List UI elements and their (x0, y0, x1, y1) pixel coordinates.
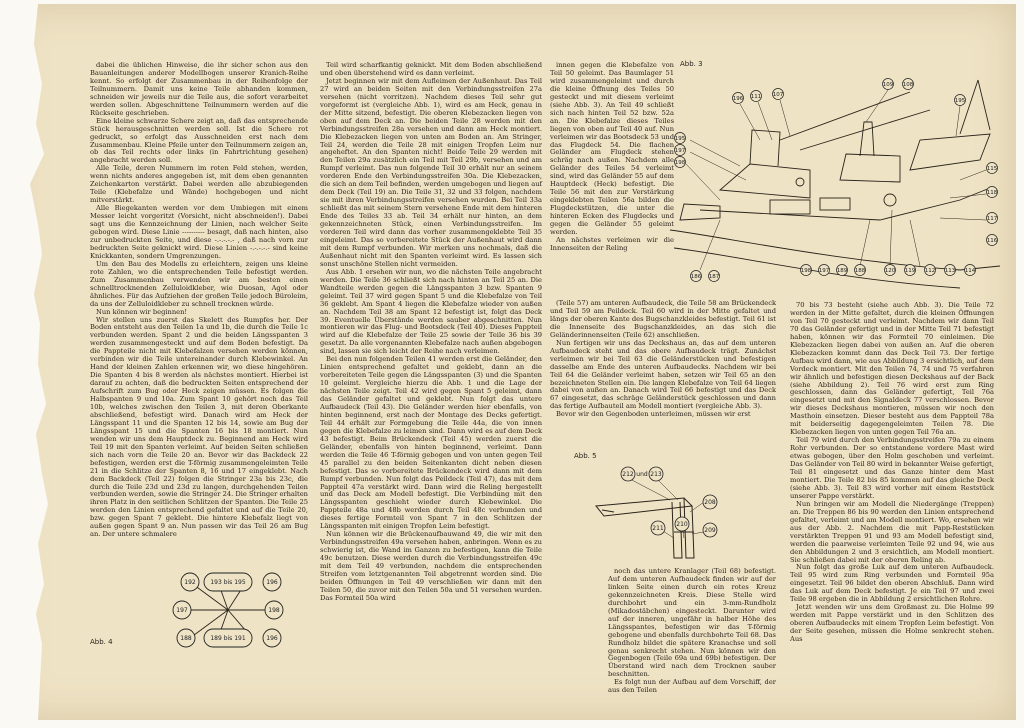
callout: 210 (676, 521, 688, 528)
paragraph: Nun können wir die Brückenaufbauwand 49, die wir mit den Verbindungsstreifen 49a versehen haben, anbringen. Wenn es zu schwierig ist, die Wand im Ganzen zu befestigen, kann die Teile 49c benutzen. Diese werden durch die Verbindungsstreifen 49c mit dem Teil 49 verbunden, nachdem die entsprechenden Streifen vom letztgenannten Teil abgetrennt worden sind. Die beiden Öffnungen in Teil 49 verschließen wir dann mit den Teilen 50, die zuvor mit den Teilen 50a und 51 versehen wurden. Das Formteil 50a wird (320, 530, 542, 602)
callout: 112 (924, 268, 936, 274)
callout: 111 (750, 94, 762, 100)
callout: 198 (800, 268, 812, 274)
figure-4-diagram (168, 570, 298, 650)
callout: 195 (674, 136, 686, 142)
callout: 197 (176, 607, 188, 614)
callout: 212 (622, 471, 634, 478)
paragraph: Wir stellen uns zuerst das Skelett des Rumpfes her. Der Boden entsteht aus den Teilen 1a und 1b, die durch die Teile 1c verbunden werden. Spant 2 und die beiden Längsspanten 3 werden zusammengesteckt und auf dem Boden befestigt. Da die Pappteile nicht mit Klebefalzen versehen werden können, verbinden wir die Teile untereinander durch Klebewinkel. An Hand der kleinen Zahlen erkennen wir, wo diese hingehören. Die Spanten 4 bis 8 werden als nächstes montiert. Hierbei ist darauf zu achten, daß die bedruckten Seiten entsprechend der Aufschrift zum Bug oder Heck zeigen müssen. Es folgen die Halbspanten 9 und 10a. Zum Spant 10 gehört noch das Teil 10b, welches zwischen den Teilen 3, mit deren Oberkante abschließend, befestigt wird. Danach wird am Heck der Längsspant 11 und die Spanten 12 bis 14, sowie am Bug der Längsspant 15 und die Spanten 16 bis 18 montiert. Nun wenden wir uns dem Hauptdeck zu. Beginnend am Heck wird Teil 19 mit den Spanten verleimt. Auf beiden Seiten schließen sich nach vorn die Teile 20 an. Bevor wir das Backdeck 22 befestigen, werden erst die T-förmig zusammengeleimten Teile 21 in die Schlitze der Spanten 8, 16 und 17 eingeklebt. Nach dem Backdeck (Teil 22) folgen die Stringer 23a bis 23c, die durch die Teile 23d und 23d zu langen, durchgehenden Teilen verbunden werden, sowie die Stringer 24. Die Stringer erhalten ihren Platz in den seitlichen Schlitzen der Spanten. Die Teile 25 werden den Linien entsprechend gefaltet und auf die Teile 20, bzw. gegen Spant 7 geklebt. Die hintere Klebefalz liegt von außen gegen Spant 9 an. Nun passen wir das Teil 26 am Bug an. Der untere schmalere (90, 315, 308, 539)
paragraph: Nun folgt das große Luk auf dem unteren Aufbaudeck. Teil 95 wird zum Ring verbunden und Formteil 95a eingesetzt. Teil 96 bildet den oberen Abschluß. Dann wird das Luk auf dem Deck befestigt. Je ein Teil 97 und zwei Teile 98 ergeben die in Abbildung 2 ersichtlichen Rohre. (790, 563, 994, 604)
callout: 192 (184, 579, 196, 586)
callout: 120 (884, 268, 896, 274)
paragraph: Alle Biegekanten werden vor dem Umbiegen mit einem Messer leicht vorgeritzt (Vorsicht, nicht abschneiden!). Dabei sagt uns die Kennzeichnung der Linien, nach welcher Seite gebogen wird. Diese Linie ---------- besagt, daß nach hinten, also zur unbedruckten Seite, und diese -.-.-.-.- , daß nach vorn zur bedruckten Seite geknickt wird. Diese Linien -.-.-.-.- sind keine Knickkanten, sondern Umgrenzungen. (90, 204, 308, 260)
paragraph: Aus Abb. 1 ersehen wir nun, wo die nächsten Teile angebracht werden. Die Teile 36 schließt sich nach hinten an Teil 25 an. Die Wandteile werden gegen die Längsspanten 3 bzw. Spanten 9 geleimt. Teil 37 wird gegen Spant 5 und die Klebefalze von Teil 36 geklebt. Am Spant 4 liegen die Klebefalze wieder von außen an. Nachdem Teil 38 am Spant 12 befestigt ist, folgt das Deck 39. Eventuelle Überstände werden sauber abgeschnitten. Nun montieren wir das Flug- und Bootsdeck (Teil 40). Dieses Pappteil wird auf die Klebefalze der Teile 25 sowie der Teile 36 bis 39 gesetzt. Da alle vorgenannten Klebefalze nach außen abgebogen sind, lassen sie sich leicht der Reihe nach verleimen. (320, 267, 542, 356)
text-column-4 (790, 302, 994, 644)
paragraph: Teil wird scharfkantig geknickt. Mit dem Boden abschließend und oben überstehend wird es dann verleimt. (320, 61, 542, 77)
text-column-3-top (550, 62, 674, 253)
callout: 115 (986, 166, 998, 172)
callout-und: und (636, 471, 648, 478)
callout: 113 (944, 268, 956, 274)
magazine-page (8, 4, 1016, 720)
callout: 119 (904, 268, 916, 274)
figure-3-ship-drawing (660, 70, 1010, 302)
callout: 107 (772, 92, 784, 98)
paragraph: noch das untere Kranlager (Teil 68) befestigt. Auf dem unteren Aufbaudeck finden wir auf der linken Seite einen durch ein rotes Kreuz gekennzeichneten Kreis. Diese Stelle wird durchbohrt und ein 3-mm-Rundholz (Mikadostäbchen) eingesteckt. Darunter wird auf der inneren, ungefähr in halber Höhe des Längsspantes, befestigen wir das T-förmig gebogene und ebenfalls durchbohrte Teil 68. Das Rundholz bildet die spätere Kranachse und soll genau senkrecht stehen. Nun können wir den Gegenbogen (Teile 69a und 69b) befestigen. Der Überstand wird nach dem Trocknen sauber beschnitten. (608, 567, 776, 679)
callout: 208 (704, 499, 716, 506)
callout: 198 (268, 607, 280, 614)
callout: 186 (690, 274, 702, 280)
paragraph: 70 bis 73 besteht (siehe auch Abb. 3). Die Teile 72 werden in der Mitte gefaltet, durch die kleinen Öffnungen von Teil 70 gesteckt und verleimt. Nachdem wir dann Teil 70 das Geländer gefertigt und in der Mitte Teil 71 befestigt haben, können wir das Formteil 70 einleimen. Die Klebezacken liegen dabei von außen an. Auf die oberen Klebezacken kommt dann das Deck Teil 73. Der fertige Aufbau wird dann, wie aus Abbildung 3 ersichtlich, auf dem Vordeck montiert. Mit den Teilen 74, 74 und 75 verfahren wir ähnlich und befestigen diesen Deckshaus auf der Back (siehe Abbildung 2). Teil 76 wird erst zum Ring geschlossen, dann das Geländer gefertigt, Teil 76a eingesetzt und mit den Signaldeck 77 verschlossen. Bevor wir dieses Deckshaus montieren, müssen wir noch den Masthoin einsetzen. Dieser besteht aus dem Pappteil 78a mit beiderseitig dagegengeleimten Teilen 78. Die Klebezacken liegen von unten gegen Teil 76a an. (790, 301, 994, 437)
paragraph: Alle Teile, deren Nummern im roten Feld stehen, werden, wenn nichts anderes angegeben ist, mit dem eben genannten Zeichenkarton verstärkt. Dabei werden alle abzubiegenden Teile (Klebefalze und Wände) hochgebogen und nicht mitverstärkt. (90, 164, 308, 205)
callout: 189 bis 191 (210, 635, 246, 642)
paragraph: Es folgt nun der Aufbau auf dem Vorschiff, der aus den Teilen (608, 678, 776, 695)
callout: 193 bis 195 (210, 579, 246, 586)
paragraph: dabei die üblichen Hinweise, die ihr sicher schon aus den Bauanleitungen anderer Modellbogen unserer Kranich-Reihe kennt. So erfolgt der Zusammenbau in der Reihenfolge der Teilnummern. Damit uns keine Teile abhanden kommen, schneiden wir jeweils nur die Teile aus, die sofort verarbeitet werden sollen. Abgeschnittene Teilnummern werden auf die Rückseite geschrieben. (90, 61, 308, 117)
callout: 195 (954, 98, 966, 104)
text-column-3-bottom (608, 568, 776, 695)
callout: 118 (986, 190, 998, 196)
callout: 209 (704, 527, 716, 534)
figure-3-label: Abb. 3 (680, 60, 703, 68)
paragraph: Jetzt wenden wir uns dem Großmast zu. Die Holme 99 werden mit Pappe verstärkt und in den Schlitzen des oberen Aufbaudecks mit einem Tropfen Leim befestigt. Von der Seite gesehen, müssen die Holme senkrecht stehen. Aus (790, 603, 994, 644)
figure-4-label: Abb. 4 (90, 638, 113, 646)
callout: 117 (986, 216, 998, 222)
paragraph: Teil 79 wird durch den Verbindungsstreifen 79a zu einem Rohr verbunden. Der so entstandene vordere Mast wird etwas gebogen, über den Holm geschoben und verleimt. Das Geländer von Teil 80 wird in bekannter Weise gefertigt, Teil 81 eingesetzt und das Ganze hinter dem Mast montiert. Die Teile 82 bis 85 kommen auf das gleiche Deck (siehe Abb. 3). Teil 83 wird vorher mit einem Reststück unserer Pappe verstärkt. (790, 436, 994, 500)
text-column-1 (90, 62, 308, 539)
paragraph: Nun können wir beginnen! (96, 307, 188, 316)
callout: 108 (902, 82, 914, 88)
paragraph: Um den Bau des Modells zu erleichtern, zeigen uns kleine rote Zahlen, wo die entsprechenden Teile befestigt werden. Zum Zusammenbau verwenden wir am besten einen schnelltrocknenden Zelluloidkleber, wie Duosan, Agol oder ähnliches. Für das Aufziehen der großen Teile jedoch Büroleim, da uns der Zelluloidkleber zu schnell trocknen würde. (90, 259, 308, 308)
paragraph: Nun bringen wir am Modell die Niedergänge (Treppen) an. Die Treppen 86 bis 90 werden den Linien entsprechend gefaltet, verleimt und am Modell montiert. Wo, ersehen wir aus der Abb. 2. Nachdem die mit Papp-Reststücken verstärkten Treppen 91 und 93 am Modell befestigt sind, werden die paarweise verleimten Teile 92 und 94, wie aus den Abbildungen 2 und 3 ersichtlich, am Modell montiert. Sie schließen dabei mit der oberen Reling ab. (790, 499, 994, 564)
text-column-3-middle (550, 300, 776, 419)
callout: 187 (708, 274, 720, 280)
callout: 196 (732, 96, 744, 102)
callout: 114 (964, 268, 976, 274)
callout: 198 (674, 160, 686, 166)
callout: 213 (650, 471, 662, 478)
paragraph: An nächstes verleimen wir die Innenseiten der Reling (550, 235, 674, 252)
callout: 188 (180, 635, 192, 642)
callout: 196 (266, 579, 278, 586)
callout: 189 (836, 268, 848, 274)
paragraph: (Teile 57) am unteren Aufbaudeck, die Teile 58 am Brückendeck und Teil 59 am Peildeck. Teil 60 wird in der Mitte gefaltet und längs der oberen Kante des Bugschanzkleides befestigt. Teil 61 ist die Innenseite des Bugschanzkleides, an das sich die Geländerinnenseiten (Teile 62) anschließen. (550, 299, 776, 339)
paragraph: Nun fertigen wir uns das Deckshaus an, das auf dem unteren Aufbaudeck steht und das obere Aufbaudeck trägt. Zunächst verleimen wir bei Teil 63 die Geländerstücken und befestigen dasselbe am Ende des unteren Aufbaudecks. Nachdem wir bei Teil 64 die Geländer verleimt haben, setzen wir Teil 65 an den bezeichneten Stellen ein. Die langen Klebefalze von Teil 64 liegen dabei von außen an. Danach wird Teil 66 befestigt und das Deck 67 eingesetzt, das schräge Geländerstück geschlossen und dann das fertige Aufbauteil am Modell montiert (vergleiche Abb. 3). (550, 338, 776, 411)
text-column-2 (320, 62, 542, 603)
paragraph: Bevor wir den Gegenboden unterleimen, müssen wir erst (556, 410, 751, 419)
callout: 197 (674, 148, 686, 154)
paragraph: Bei den nun folgenden Teilen 41 werden erst die Geländer, den Linien entsprechend gefaltet und geklebt, dann an die vorbereiteten Teile gegen die Längsspanten (3) und die Spanten 10 geleimt. Vergleiche hierzu die Abb. 1 und die Lage der nächsten Teile zeigt. Teil 42 wird gegen Spant 5 geleimt, dann das Geländer gefaltet und geklebt. Nun folgt das untere Aufbaudeck (Teil 43). Die Geländer werden hier ebenfalls, von hinten beginnend, erst nach der Montage des Decks gefertigt. Teil 44 erhält zur Formgebung die Teile 44a, die von innen gegen die Klebefalze zu leimen sind. Dann wird es auf dem Deck 43 befestigt. Beim Brückendeck (Teil 45) werden zuerst die Geländer, ebenfalls von hinten beginnend, verleimt. Dann werden die Teile 46 T-förmig gebogen und von unten gegen Teil 45 parallel zu den beiden Seitenkanten dicht neben diesen befestigt. Das so vorbereitete Brückendeck wird dann mit dem Rumpf verbunden. Nun folgt das Peildeck (Teil 47), das mit dem Pappteil 47a verstärkt wird. Dann wird die Reling hergestellt und das Deck am Modell befestigt. Die Verbindung mit den Längsspanten geschieht wieder durch Klebewinkel. Die Pappteile 48a und 48b werden durch Teil 48c verbunden und dieses fertige Formteil von Spant 7 in den Schlitzen der Längsspanten mit einigen Tropfen Leim befestigt. (320, 355, 542, 531)
callout: 109 (882, 82, 894, 88)
figure-5-label: Abb. 5 (574, 452, 597, 460)
callout: 211 (652, 525, 664, 532)
paragraph: Jetzt beginnen wir mit dem Aufleimen der Außenhaut. Das Teil 27 wird an beiden Seiten mit den Verbindungsstreifen 27a versehen (nicht vorritzen). Nachdem dieses Teil sehr gut vorgeformt ist (vergleiche Abb. 1), wird es am Heck, genau in der Mitte sitzend, befestigt. Die oberen Klebezacken liegen von oben auf dem Deck an. Die beiden Teile 28 werden mit den Verbindungsstreifen 28a versehen und dann am Heck montiert. Die Klebezacken liegen von unten am Boden an. Am Stringer, Teil 24, werden die Teile 28 mit einigen Tropfen Leim nur angeheftet. An den Spanten nicht! Beide Teile 29 werden mit den Teilen 29a zusätzlich ein Teil mit Teil 29b, versehen und am Rumpf verleimt. Das nun folgende Teil 30 erhält nur an seinem vorderen Ende den Verbindungsstreifen 30a. Die Klebezacken, die sich an dem Teil befinden, werden umgebogen und liegen auf dem Deck (Teil 19) an. Die Teile 31, 32 und 33 folgen, nachdem sie mit ihren Verbindungsstreifen versehen wurden. Bei Teil 33a schließt das mit seinem Stern versehene Ende mit dem hinteren Ende des Teiles 33 ab. Teil 34 erhält nur hinten, an dem gekennzeichneten Stück, einen Verbindungsstreifen. Im vorderen Teil wird dann das vorher zusammengeklebte Teil 35 eingeleimt. Das so vorbereitete Stück der Außenhaut wird dann mit dem Rumpf verbunden. Wir merken uns nochmals, daß die Außenhaut nicht mit den Spanten verleimt wird. Es lassen sich sonst unschöne Stellen nicht vermeiden. (320, 76, 542, 268)
paragraph: innen gegen die Klebefalze von Teil 50 geleimt. Das Baumlager 51 wird zusammengeleimt und durch die kleine Öffnung des Teiles 50 gesteckt und mit diesem verleimt (siehe Abb. 3). An Teil 49 schließt sich nach hinten Teil 52 bzw. 52a an. Die Klebefalze dieses Teiles liegen von oben auf Teil 40 auf. Nun verleimen wir das Bootsdeck 53 und das Flugdeck 54. Die flachen Geländer am Flugdeck stehen schräg nach außen. Nachdem alle Geländer des Teiles 54 verleimt sind, wird das Geländer 55 auf dem Hauptdeck (Heck) befestigt. Die Teile 56 mit den zur Verstärkung eingeklebten Teilen 56a bilden die Flugdeckstützen, die unter die hinteren Ecken des Flugdecks und gegen die Geländer 55 geleimt werden. (550, 61, 674, 237)
callout: 188 (854, 268, 866, 274)
paragraph: Eine kleine schwarze Schere zeigt an, daß das entsprechende Stück herausgeschnitten werden soll. Ist die Schere rot gedruckt, so erfolgt das Ausschneiden erst nach dem Zusammenbau. Kleine Pfeile unter den Teilnummern zeigen an, ob das Teil rechts oder links (in Fahrtrichtung gesehen) angebracht werden soll. (90, 116, 308, 165)
callout: 197 (818, 268, 830, 274)
figure-5-crane-drawing (574, 462, 750, 568)
torn-edge (8, 4, 68, 720)
callout: 116 (986, 238, 998, 244)
callout: 196 (266, 635, 278, 642)
